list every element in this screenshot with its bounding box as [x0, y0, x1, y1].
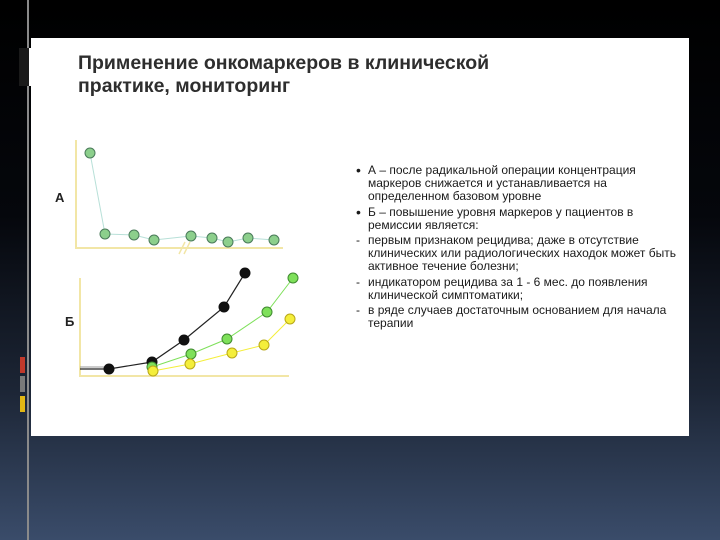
dash-item: [356, 234, 676, 274]
panel-b-point-yellow: [148, 366, 158, 376]
dash-item: [356, 304, 676, 330]
panel-b-points-lime: [147, 273, 298, 372]
panel-b-points-black: [104, 268, 250, 374]
panel-b-point-black: [104, 364, 114, 374]
panel-a-point: [85, 148, 95, 158]
panel-b-points-yellow: [148, 314, 295, 376]
bullet-marker: •: [356, 162, 361, 178]
dash-item: [356, 276, 676, 302]
panel-a-point: [149, 235, 159, 245]
panel-b-point-black: [219, 302, 229, 312]
bullet-text: А – после радикальной операции концентрация маркеров снижается и устанавливается на определенном базовом уровне: [368, 163, 636, 204]
accent-bar-yellow: [20, 396, 25, 412]
panel-a-point: [100, 229, 110, 239]
panel-a-point: [186, 231, 196, 241]
explanation-list: [356, 164, 676, 332]
panel-b-point-yellow: [259, 340, 269, 350]
panel-b-point-yellow: [227, 348, 237, 358]
dash-marker: -: [356, 274, 360, 289]
dash-text: первым признаком рецидива; даже в отсутствие клинических или радиологических находок может быть активное течение болезни;: [368, 233, 676, 274]
panel-b-point-yellow: [285, 314, 295, 324]
panel-b-point-black: [240, 268, 250, 278]
panel-a-point: [223, 237, 233, 247]
panel-b-axis: [80, 278, 289, 376]
dash-marker: -: [356, 233, 360, 248]
panel-a-point: [129, 230, 139, 240]
panel-a-point: [269, 235, 279, 245]
bullet-item: [356, 203, 676, 232]
accent-bar-gray: [20, 376, 25, 392]
panel-a-points: [85, 148, 279, 247]
panel-b-label: Б: [65, 314, 75, 329]
panel-a-point: [207, 233, 217, 243]
panel-b-point-lime: [262, 307, 272, 317]
panel-a-point: [243, 233, 253, 243]
panel-a-label: А: [55, 190, 65, 205]
panel-b-point-black: [179, 335, 189, 345]
dash-marker: -: [356, 303, 360, 318]
slide-title-line1: Применение онкомаркеров в клинической: [78, 52, 490, 74]
slide-title-line2: практике, мониторинг: [78, 75, 291, 97]
accent-bar-red: [20, 357, 25, 373]
panel-b-point-lime: [288, 273, 298, 283]
bullet-marker: •: [356, 203, 361, 220]
bullet-item: [356, 164, 676, 204]
dash-text: в ряде случаев достаточным основанием для начала терапии: [368, 303, 667, 331]
panel-b-point-lime: [186, 349, 196, 359]
slide-tab-dark: [19, 48, 29, 86]
panel-b-point-yellow: [185, 359, 195, 369]
dash-text: индикатором рецидива за 1 - 6 мес. до появления клинической симптоматики;: [368, 274, 648, 302]
panel-b-series-lime: [152, 278, 293, 367]
panel-b-point-lime: [222, 334, 232, 344]
slide-content: [31, 38, 689, 436]
marker-monitoring-figure: [31, 38, 351, 436]
bullet-text: Б – повышение уровня маркеров у пациентов в ремиссии является:: [368, 204, 634, 232]
panel-a-series-line: [90, 153, 274, 242]
